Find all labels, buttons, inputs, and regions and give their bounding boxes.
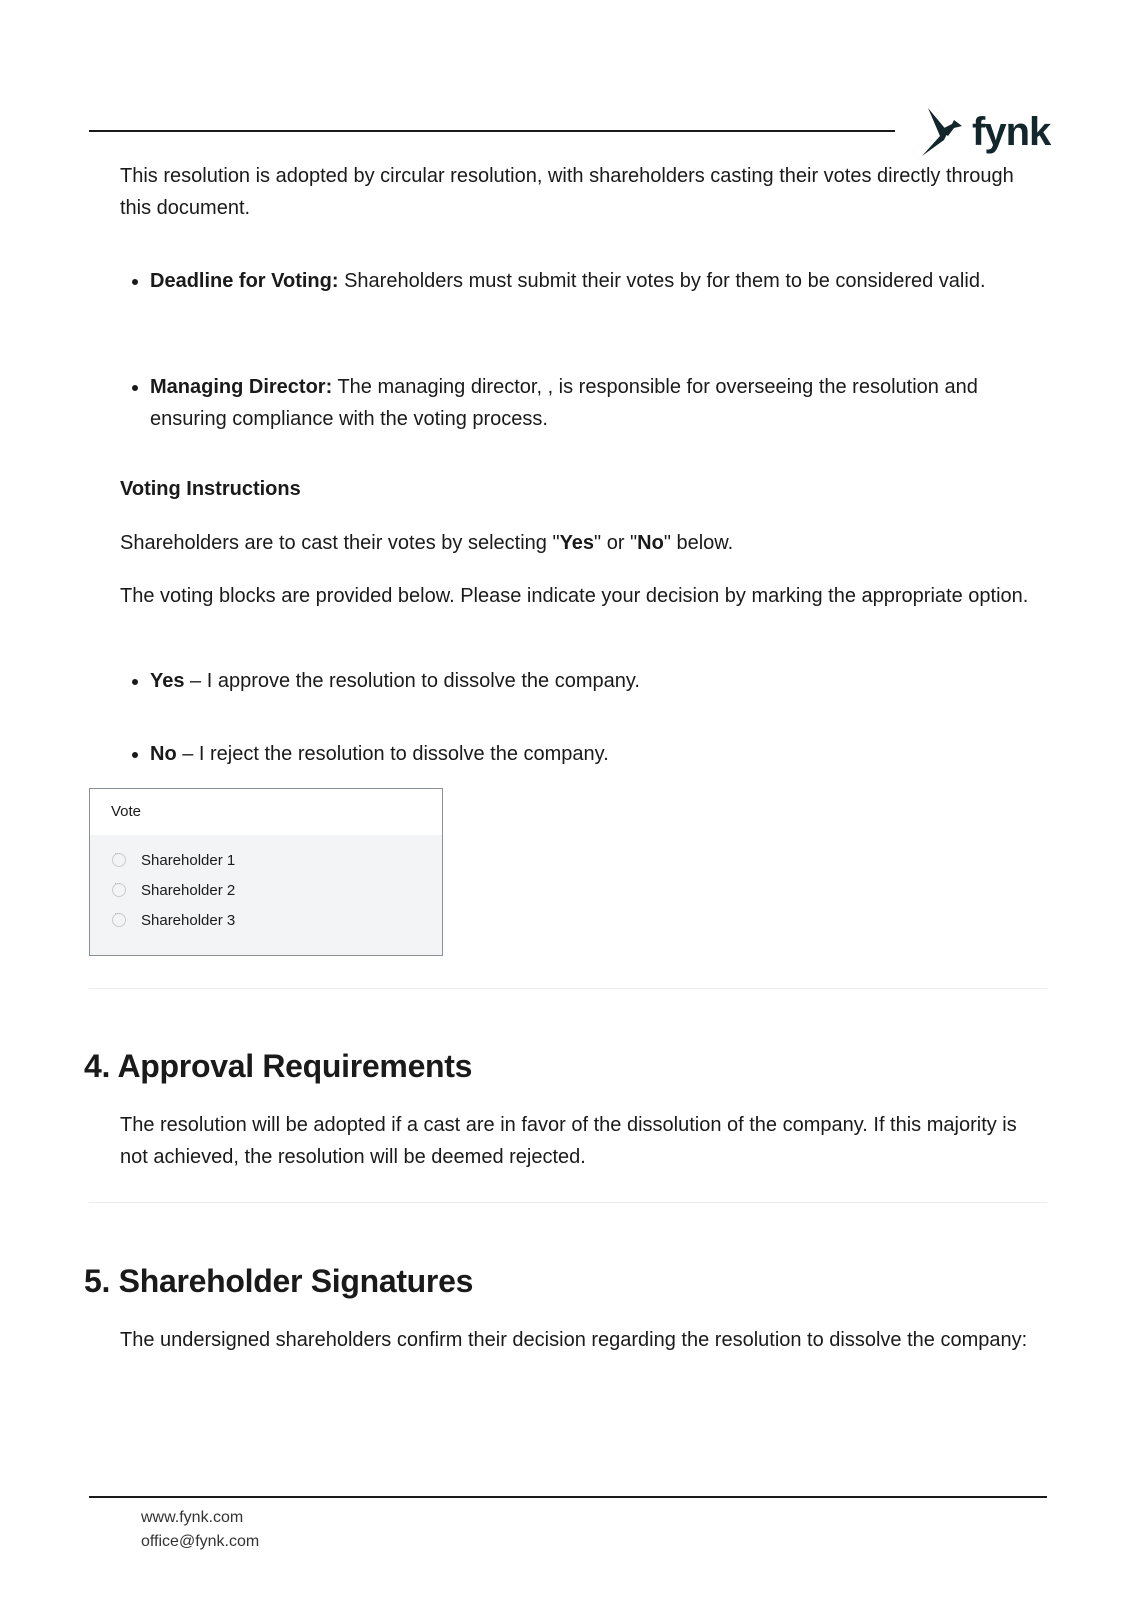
list-item-managing-director	[150, 371, 1050, 435]
bullet-text: – I approve the resolution to dissolve the company.	[184, 670, 640, 692]
intro-paragraph: This resolution is adopted by circular resolution, with shareholders casting their votes directly through this document.	[120, 165, 1014, 219]
section-4-paragraph: The resolution will be adopted if a cast are in favor of the dissolution of the company. If this majority is not achieved, the resolution will be deemed rejected.	[120, 1114, 1017, 1168]
vote-option-shareholder-1[interactable]	[90, 845, 442, 875]
voting-instructions-heading: Voting Instructions	[120, 478, 301, 500]
radio-icon[interactable]	[112, 913, 126, 927]
vote-option-shareholder-3[interactable]	[90, 905, 442, 935]
vote-option-shareholder-2[interactable]	[90, 875, 442, 905]
vote-form-title: Vote	[90, 789, 442, 835]
list-item-no	[150, 738, 1050, 770]
bullet-label: Managing Director:	[150, 376, 333, 398]
vote-options-group	[90, 835, 442, 955]
section-5-paragraph: The undersigned shareholders confirm their decision regarding the resolution to dissolve the company:	[120, 1329, 1028, 1351]
voting-blocks-paragraph: The voting blocks are provided below. Please indicate your decision by marking the appropriate option.	[120, 585, 1029, 607]
vote-option-label: Shareholder 3	[141, 911, 236, 929]
brand-name: fynk	[972, 110, 1051, 154]
vote-option-label: Shareholder 1	[141, 851, 236, 869]
bullet-label: Deadline for Voting:	[150, 270, 339, 292]
section-5-title: 5. Shareholder Signatures	[84, 1263, 474, 1299]
section-divider	[89, 988, 1047, 989]
vote-form	[89, 788, 443, 956]
cast-instructions-paragraph: Shareholders are to cast their votes by selecting "Yes" or "No" below.	[120, 532, 734, 554]
bullet-label: No	[150, 743, 177, 765]
footer	[141, 1506, 259, 1554]
footer-rule	[89, 1496, 1047, 1498]
footer-email[interactable]: office@fynk.com	[141, 1533, 260, 1550]
bird-logo-icon	[918, 106, 966, 158]
list-item-yes	[150, 665, 1050, 697]
radio-icon[interactable]	[112, 853, 126, 867]
bullet-label: Yes	[150, 670, 185, 692]
vote-option-label: Shareholder 2	[141, 881, 236, 899]
radio-icon[interactable]	[112, 883, 126, 897]
brand-logo	[918, 104, 1050, 160]
header-rule	[89, 130, 895, 132]
bullet-text: – I reject the resolution to dissolve the company.	[176, 743, 609, 765]
yes-keyword: Yes	[559, 532, 595, 554]
bullet-text: Shareholders must submit their votes by for them to be considered valid.	[338, 270, 986, 292]
section-4-title: 4. Approval Requirements	[84, 1048, 473, 1084]
no-keyword: No	[637, 532, 664, 554]
section-divider	[89, 1202, 1047, 1203]
list-item-deadline	[150, 265, 1050, 297]
footer-website[interactable]: www.fynk.com	[141, 1509, 244, 1526]
bullet-text: The managing director, , is responsible for overseeing the resolution and ensuring compliance with the voting process.	[150, 376, 978, 430]
